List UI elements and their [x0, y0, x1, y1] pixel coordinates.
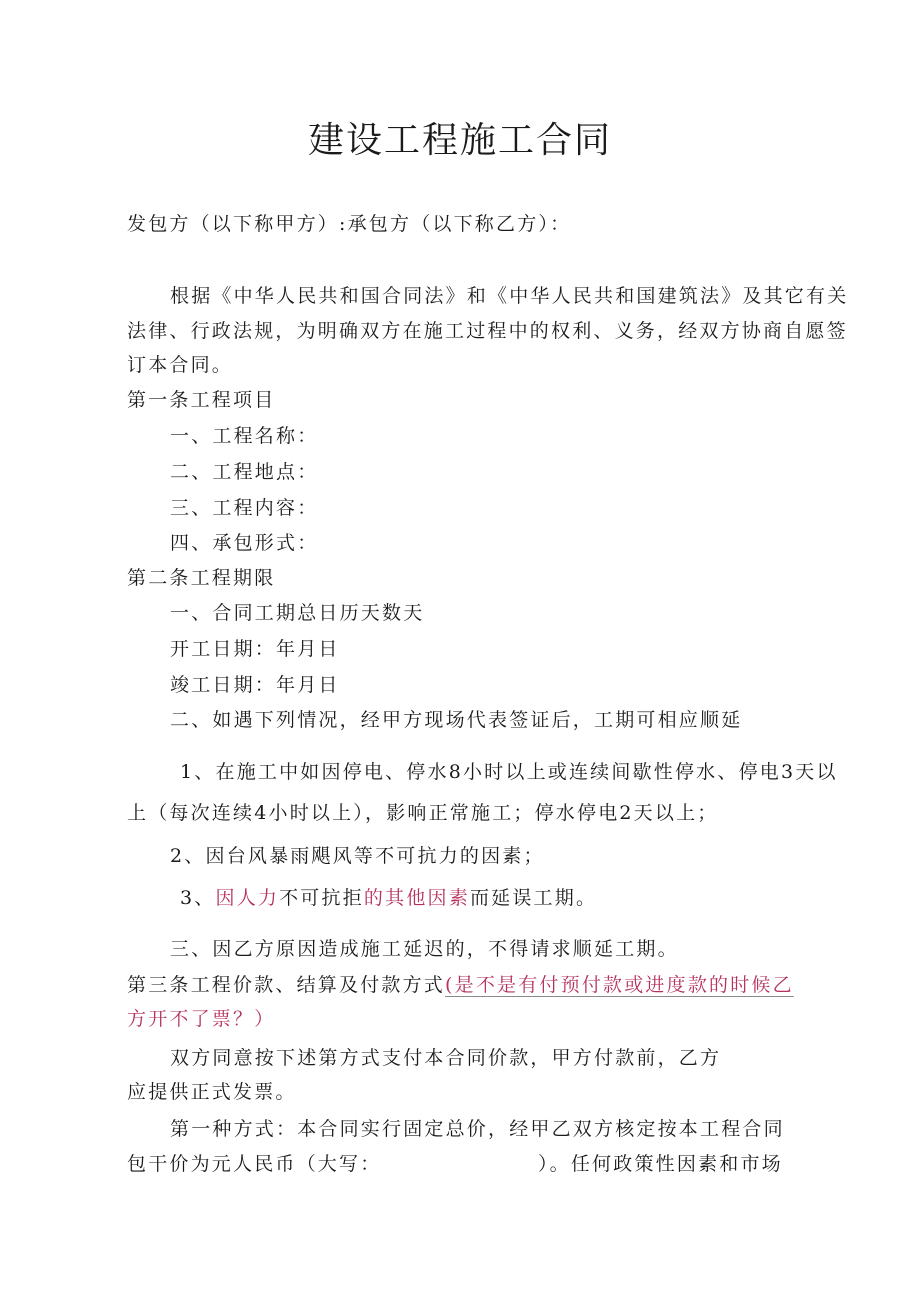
start-date-line: 开工日期：年月日	[170, 638, 340, 660]
condition-3-end: 而延误工期。	[469, 887, 598, 909]
review-comment-continued: 方开不了票？）	[127, 1008, 276, 1030]
duration-line: 一、合同工期总日历天数天	[170, 602, 425, 624]
revision-marked-text-2: 的其他因素	[363, 887, 470, 909]
condition-3	[180, 885, 597, 911]
contract-form-field: 四、承包形式：	[170, 532, 319, 554]
payment-clause-line-2: 应提供正式发票。	[127, 1081, 297, 1103]
article1-heading: 第一条工程项目	[127, 389, 276, 411]
method-one-line-1: 第一种方式：本合同实行固定总价，经甲乙双方核定按本工程合同	[170, 1118, 785, 1140]
completion-date-line: 竣工日期：年月日	[170, 674, 340, 696]
method-one-line-2: 包干价为元人民币（大写： ）。任何政策性因素和市场	[127, 1153, 783, 1175]
article3-heading: 第三条工程价款、结算及付款方式	[127, 974, 446, 996]
article2-heading: 第二条工程期限	[127, 567, 276, 589]
preamble-line-3: 订本合同。	[127, 354, 234, 376]
payment-clause-line-1: 双方同意按下述第方式支付本合同价款，甲方付款前，乙方	[170, 1047, 722, 1069]
project-name-field: 一、工程名称：	[170, 425, 319, 447]
article3-heading-line	[127, 972, 794, 998]
extension-clause: 二、如遇下列情况，经甲方现场代表签证后，工期可相应顺延	[170, 709, 743, 731]
condition-3-number: 3、	[180, 887, 216, 909]
project-location-field: 二、工程地点：	[170, 461, 319, 483]
preamble-line-2: 法律、行政法规，为明确双方在施工过程中的权利、义务，经双方协商自愿签	[127, 320, 848, 342]
preamble-line-1: 根据《中华人民共和国合同法》和《中华人民共和国建筑法》及其它有关	[170, 285, 849, 307]
condition-1-line-1: 1、在施工中如因停电、停水8小时以上或连续间歇性停水、停电3天以	[180, 761, 838, 783]
project-content-field: 三、工程内容：	[170, 497, 319, 519]
review-comment: (是不是有付预付款或进度款的时候乙	[445, 974, 794, 996]
parties-line: 发包方（以下称甲方）:承包方（以下称乙方）：	[127, 213, 572, 235]
condition-3-text: 不可抗拒	[279, 887, 364, 909]
condition-2: 2、因台风暴雨飓风等不可抗力的因素；	[170, 845, 545, 867]
no-extension-clause: 三、因乙方原因造成施工延迟的，不得请求顺延工期。	[170, 938, 679, 960]
revision-marked-text: 因人力	[215, 887, 280, 909]
document-title: 建设工程施工合同	[307, 120, 612, 161]
condition-1-line-2: 上（每次连续4小时以上），影响正常施工；停水停电2天以上；	[127, 802, 719, 824]
